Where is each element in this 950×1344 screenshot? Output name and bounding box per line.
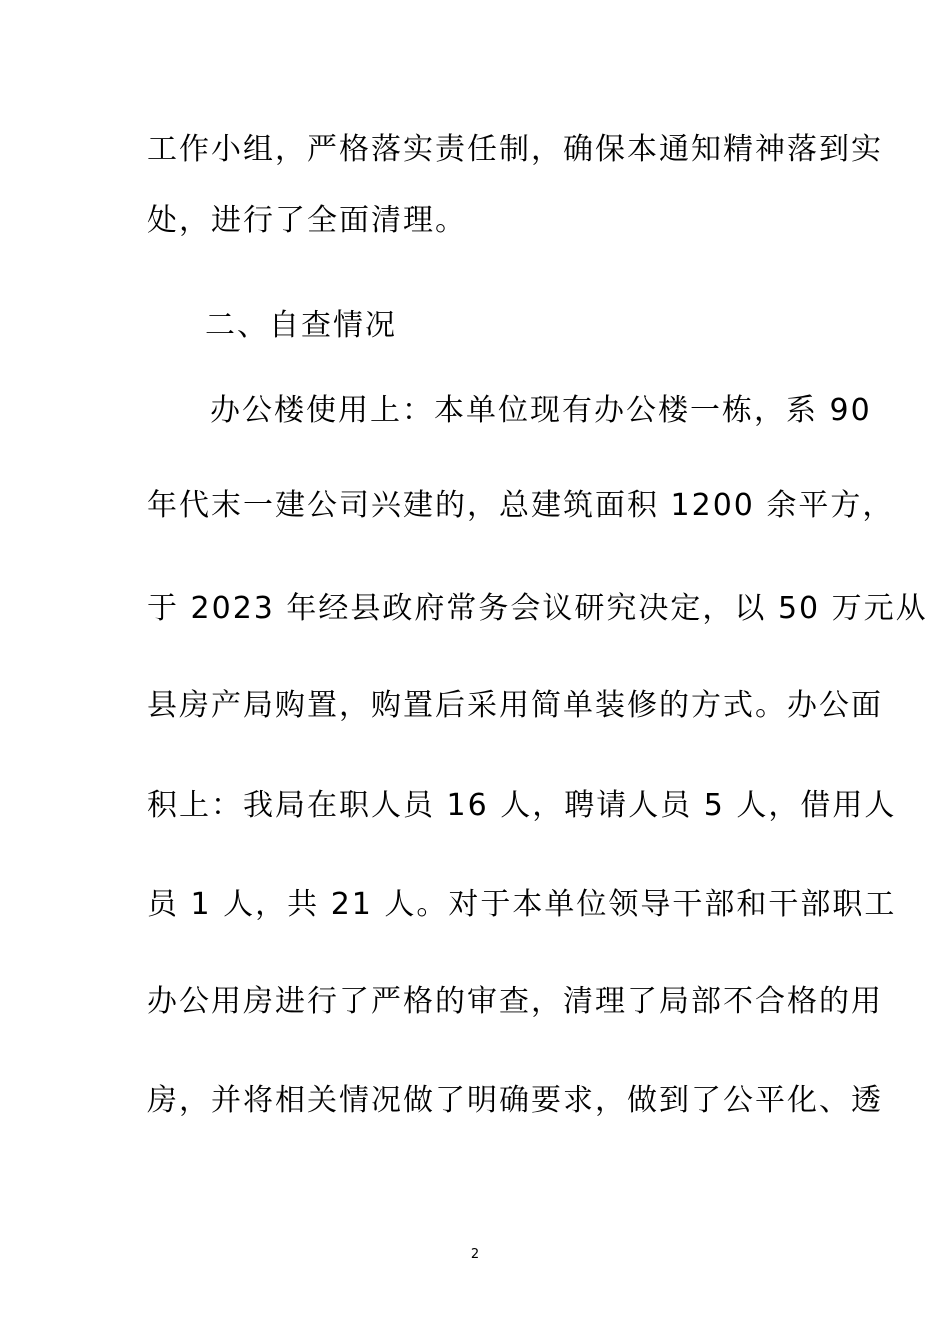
section-heading: 二、自查情况 xyxy=(205,308,397,343)
text-line: 员 1 人，共 21 人。对于本单位领导干部和干部职工 xyxy=(147,887,897,922)
text-line: 积上：我局在职人员 16 人，聘请人员 5 人，借用人 xyxy=(147,788,897,823)
page-number: 2 xyxy=(470,1247,480,1262)
text-line: 房，并将相关情况做了明确要求，做到了公平化、透 xyxy=(147,1083,883,1118)
text-line: 工作小组，严格落实责任制，确保本通知精神落到实 xyxy=(147,132,883,167)
text-line: 年代末一建公司兴建的，总建筑面积 1200 余平方， xyxy=(147,488,895,523)
text-line: 于 2023 年经县政府常务会议研究决定，以 50 万元从 xyxy=(147,591,928,626)
text-line: 处，进行了全面清理。 xyxy=(147,203,467,238)
text-line: 县房产局购置，购置后采用简单装修的方式。办公面 xyxy=(147,688,883,723)
text-line: 办公楼使用上：本单位现有办公楼一栋，系 90 xyxy=(210,393,872,428)
text-line: 办公用房进行了严格的审查，清理了局部不合格的用 xyxy=(147,984,883,1019)
